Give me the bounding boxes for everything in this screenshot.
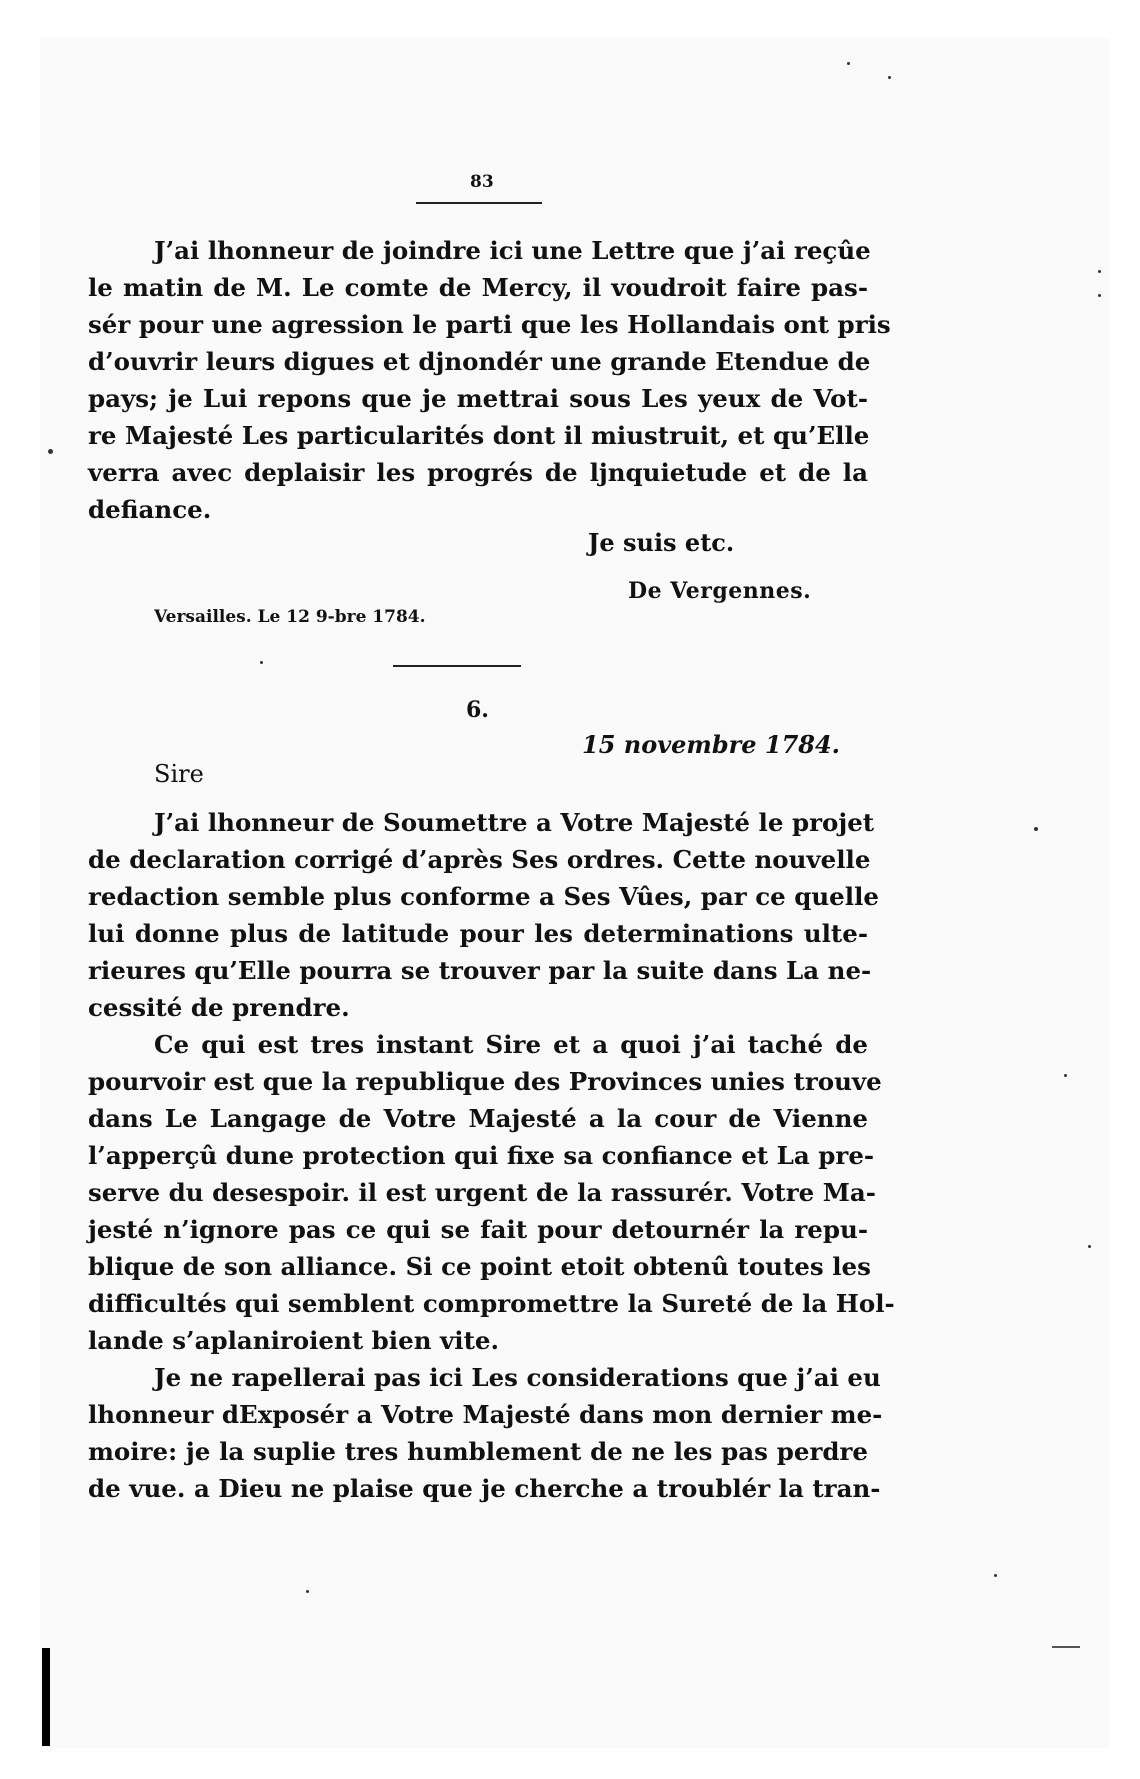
text-line: Ce qui est tres instant Sire et a quoi j’ai taché de: [154, 1030, 868, 1059]
text-line: J’ai lhonneur de joindre ici une Lettre que j’ai reçûe: [154, 236, 871, 265]
paragraph-2: [88, 804, 879, 1026]
paragraph-1: [88, 232, 891, 528]
page-number-rule: [416, 202, 542, 204]
page-number: 83: [470, 172, 494, 192]
text-line: l’apperçû dune protection qui fixe sa confiance et La pre-: [88, 1141, 875, 1170]
text-line: J’ai lhonneur de Soumettre a Votre Majesté le projet: [154, 808, 875, 837]
text-line: blique de son alliance. Si ce point etoit obtenû toutes les: [88, 1252, 871, 1281]
text-line: lui donne plus de latitude pour les determinations ulte-: [88, 919, 868, 948]
dateline: Versailles. Le 12 9-bre 1784.: [154, 607, 426, 627]
scan-speck: [1088, 1245, 1091, 1248]
text-line: lhonneur dExposér a Votre Majesté dans mon dernier me-: [88, 1400, 883, 1429]
text-line: sér pour une agression le parti que les Hollandais ont pris: [88, 310, 891, 339]
text-line: difficultés qui semblent compromettre la Sureté de la Hol-: [88, 1289, 895, 1318]
text-line: defiance.: [88, 495, 212, 524]
salutation: Sire: [154, 760, 204, 788]
scan-speck: [1098, 270, 1101, 273]
scan-speck: [48, 449, 53, 454]
closing-formula: Je suis etc.: [588, 528, 735, 557]
scan-speck: [1034, 827, 1038, 831]
text-line: verra avec deplaisir les progrés de ljnquietude et de la: [88, 458, 868, 487]
paragraph-4: [88, 1359, 883, 1507]
text-line: cessité de prendre.: [88, 993, 350, 1022]
text-line: redaction semble plus conforme a Ses Vûes, par ce quelle: [88, 882, 879, 911]
text-line: re Majesté Les particularités dont il miustruit, et qu’Elle: [88, 421, 870, 450]
scan-speck: [847, 62, 850, 65]
section-divider: [393, 665, 521, 667]
text-line: moire: je la suplie tres humblement de ne les pas perdre: [88, 1437, 868, 1466]
text-line: serve du desespoir. il est urgent de la rassurér. Votre Ma-: [88, 1178, 876, 1207]
text-line: pourvoir est que la republique des Provinces unies trouve: [88, 1067, 882, 1096]
text-line: dans Le Langage de Votre Majesté a la cour de Vienne: [88, 1104, 868, 1133]
text-line: le matin de M. Le comte de Mercy, il voudroit faire pas-: [88, 273, 868, 302]
document-number: 6.: [466, 697, 489, 723]
text-line: jesté n’ignore pas ce qui se fait pour detournér la repu-: [88, 1215, 868, 1244]
text-line: de vue. a Dieu ne plaise que je cherche a troublér la tran-: [88, 1474, 881, 1503]
text-line: pays; je Lui repons que je mettrai sous Les yeux de Vot-: [88, 384, 868, 413]
scan-speck: [1098, 294, 1101, 297]
text-line: d’ouvrir leurs digues et djnondér une grande Etendue de: [88, 347, 871, 376]
scan-edge-mark: [42, 1648, 50, 1746]
scan-speck: [260, 661, 263, 664]
scan-edge-mark: [1052, 1646, 1080, 1648]
text-line: lande s’aplaniroient bien vite.: [88, 1326, 500, 1355]
document-date: 15 novembre 1784.: [582, 730, 841, 759]
signature: De Vergennes.: [628, 578, 812, 604]
scan-speck: [888, 76, 891, 79]
text-line: rieures qu’Elle pourra se trouver par la suite dans La ne-: [88, 956, 872, 985]
text-line: Je ne rapellerai pas ici Les considerations que j’ai eu: [154, 1363, 881, 1392]
paragraph-3: [88, 1026, 895, 1359]
text-line: de declaration corrigé d’après Ses ordres. Cette nouvelle: [88, 845, 871, 874]
scan-speck: [306, 1590, 309, 1593]
scan-speck: [1064, 1074, 1067, 1077]
scan-speck: [994, 1574, 997, 1577]
